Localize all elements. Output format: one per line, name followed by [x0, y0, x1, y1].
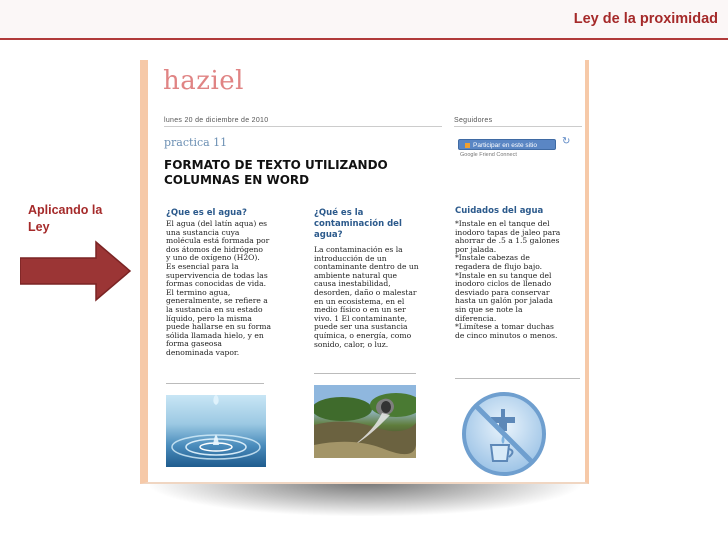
text-line: y uno de oxígeno (H2O).	[166, 253, 260, 263]
gfc-icon	[465, 143, 470, 148]
text-line: hasta un galón por jalada	[455, 296, 553, 306]
column-text	[314, 246, 434, 349]
text-line: *Limítese a tomar duchas	[455, 322, 554, 332]
column-text	[166, 220, 286, 358]
divider	[454, 126, 582, 127]
text-line: desviado para conservar	[455, 287, 550, 297]
screenshot-shadow	[150, 482, 580, 516]
side-label: Aplicando la Ley	[28, 203, 103, 234]
text-line: generalmente, se refiere a	[166, 296, 268, 306]
text-line: sin que se note la	[455, 304, 523, 314]
divider	[164, 126, 442, 127]
text-line: puede ser una sustancia	[314, 322, 408, 332]
gfc-label: Google Friend Connect	[460, 152, 517, 158]
slide-title: Ley de la proximidad	[573, 11, 718, 27]
text-line: una sustancia cuya	[166, 227, 240, 237]
text-line: denominada vapor.	[166, 347, 240, 357]
no-water-waste-icon	[461, 391, 547, 477]
text-line: dos átomos de hidrógeno	[166, 244, 263, 254]
text-line: regadera de flujo bajo.	[455, 261, 543, 271]
text-line: líquido, pero la misma	[166, 313, 252, 323]
join-site-button[interactable]	[458, 139, 556, 150]
column-heading	[314, 208, 424, 241]
text-line: puede hallarse en su forma	[166, 322, 271, 332]
followers-label: Seguidores	[454, 117, 493, 124]
text-line: contaminante dentro de un	[314, 262, 419, 272]
text-line: causa inestabilidad,	[314, 279, 391, 289]
divider	[166, 383, 264, 384]
post-date: lunes 20 de diciembre de 2010	[164, 117, 269, 124]
column-heading: Cuidados del agua	[455, 206, 544, 216]
text-line: diferencia.	[455, 313, 497, 323]
text-line: inodoro ciclos de llenado	[455, 279, 552, 289]
text-line: sonido, calor, o luz.	[314, 339, 389, 349]
text-line: introducción de un	[314, 253, 387, 263]
heading-line: agua?	[314, 230, 343, 240]
text-line: vivo. 1 El contaminante,	[314, 313, 408, 323]
text-line: inodoro tapas de jaleo para	[455, 227, 561, 237]
text-line: El agua (del latín aqua) es	[166, 219, 268, 228]
text-line: La contaminación es la	[314, 245, 403, 254]
polluted-river-photo	[314, 385, 416, 458]
text-line: por jalada.	[455, 244, 497, 254]
divider	[455, 378, 580, 379]
text-line: la sustancia en su estado	[166, 304, 263, 314]
refresh-icon[interactable]: ↻	[562, 136, 571, 147]
text-line: *Instale en su tanque del	[455, 270, 552, 280]
heading-line: contaminación del	[314, 219, 402, 229]
text-line: ambiente natural que	[314, 270, 397, 280]
divider	[314, 373, 416, 374]
text-line: medio físico o en un ser	[314, 305, 406, 315]
text-line: El termino agua,	[166, 287, 231, 297]
text-line: forma gaseosa	[166, 339, 222, 349]
text-line: molécula está formada por	[166, 236, 270, 246]
blog-title[interactable]: haziel	[163, 66, 244, 96]
text-line: Es esencial para la	[166, 261, 239, 271]
post-title[interactable]: practica 11	[164, 136, 228, 149]
text-line: supervivencia de todas las	[166, 270, 268, 280]
text-line: en un ecosistema, en el	[314, 296, 405, 306]
join-button-label: Participar en este sitio	[473, 142, 537, 149]
text-line: de cinco minutos o menos.	[455, 330, 558, 340]
text-line: *Instale cabezas de	[455, 253, 530, 263]
text-line: desorden, daño o malestar	[314, 287, 417, 297]
text-line: química, o energía, como	[314, 330, 412, 340]
text-line: *Instale en el tanque del	[455, 219, 550, 228]
blog-screenshot	[140, 60, 589, 484]
column-heading: ¿Que es el agua?	[166, 208, 247, 218]
text-line: ahorrar de .5 a 1.5 galones	[455, 236, 560, 246]
column-text	[455, 220, 595, 340]
right-arrow-icon	[20, 240, 132, 302]
text-line: formas conocidas de vida.	[166, 279, 267, 289]
heading-line: ¿Qué es la	[314, 208, 364, 218]
slide-header	[0, 0, 728, 40]
water-drop-photo	[166, 395, 266, 467]
text-line: sólida llamada hielo, y en	[166, 330, 264, 340]
post-headline: FORMATO DE TEXTO UTILIZANDO COLUMNAS EN WORD	[164, 158, 388, 187]
